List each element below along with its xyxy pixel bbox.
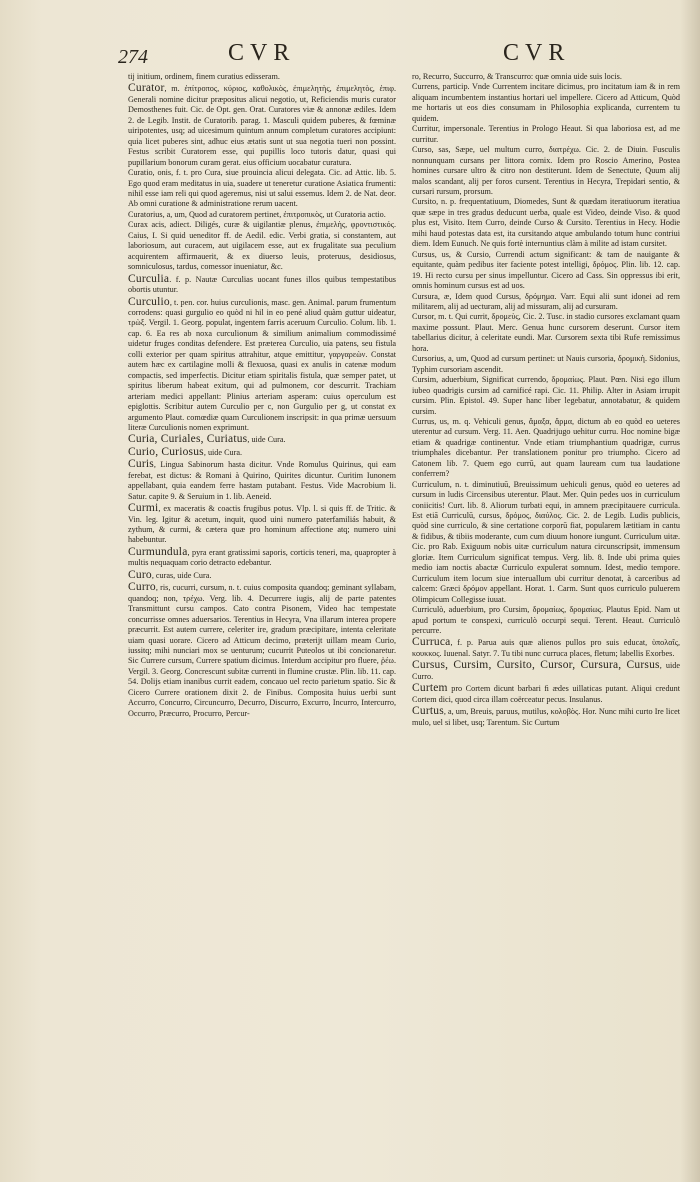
dictionary-entry xyxy=(128,220,396,272)
entry-headword: Curculio xyxy=(128,295,170,308)
entry-text: tij initium, ordinem, finem curatius edisseram. xyxy=(128,72,280,81)
entry-text: , m. ἐπίτροπος, κύριος, καθολικὸς, ἐπιμελητὴς, ἐπιμελητὸς, ἐπιφ. Generali nomine dicitur præpositus alicui negotio, ut, Reficiendis muris curator Demosthenes fuit. Cic. de Opt. gen. Orat. Curatores viæ & annonæ ædiles. Idem 2. de Legib. Instit. de Curatorib. parag. 1. Masculi quidem puberes, & fœminæ uiripotentes, usq; ad uicesimum quintum annum completum curatores accipiunt: quia licet puberes sint, adhuc eius ætatis sunt ut sua negotia tueri non possint. Festus scribit Curatorem esse, qui pupillis loco tutoris datur, quasi qui pupillarium bonorum curam gerat. eius officium uocabatur curatura. xyxy=(128,84,396,167)
entry-text: Cursorius, a, um, Quod ad cursum pertinet: ut Nauis cursoria, δρομικὴ. Sidonius, Typhim cursoriam ascendit. xyxy=(412,354,680,374)
entry-text: Cursus, us, & Cursio, Currendi actum significant: & tam de nauigante & equitante, quàm pedibus iter faciente potest intelligi, δρόμος. Plin. lib. 12. cap. 19. Hi recto cursu per sinus impelluntur. Cicero ad Cass. Sin oppressus ibi erit, omnis hominum cursus est ad uos. xyxy=(412,249,680,291)
dictionary-entry xyxy=(128,82,396,168)
entry-text: , ris, cucurri, cursum, n. t. cuius composita quandoq; geminant syllabam, quandoq; non, τρέχω. Verg. lib. 4. Decurrere iugis, alij de parte patentes Transmittunt cursu campos. Cato contra Pisonem, Video hac tempestate concurrisse omnes aduersarios. Terentius in Hecyra, Vna illarum interea propere præcurrit. Est autem currere, celeriter ire, gradum præcipitare, intenta celeritate uiam quasi uorare. Cicero ad Atticum decimo, præterijt uillam meam Curio, iussitq; mihi nunciari mox se uenturum; cucurrit Puteolos ut ibi concionaretur. Sic Currere cursum, Currere spatium dicimus. Interdum accipitur pro fluere, ῥέω. Vergil. 3. Georg. Concrescunt subitæ currenti in flumine crustæ. Plin. lib. 11. cap. 54. Dolijs etiam inanibus currit eadem, concauo uel recto parietum spatio. Sic & Cicero Currere orationem dixit 2. de Finibus. Composita huius uerbi sunt Accurro, Concurro, Circuncurro, Decurro, Discurro, Excurro, Incurro, Intercurro, Occurro, Præcurro, Procurro, Percur- xyxy=(128,583,396,718)
entry-headword: Curculia xyxy=(128,272,170,285)
dictionary-entry xyxy=(412,682,680,705)
entry-text: , uide Cura. xyxy=(247,435,286,445)
dictionary-entry xyxy=(128,168,396,210)
entry-text: , a, um, Breuis, paruus, mutilus, κολοβὸς. Hor. Nunc mihi curto Ire licet mulo, uel si libet, usq; Tarentum. Sic Curtum xyxy=(412,707,680,727)
dictionary-entry xyxy=(412,375,680,417)
dictionary-entry xyxy=(412,417,680,480)
entry-headword: Curmundula xyxy=(128,545,188,558)
entry-text: Curriculum, n. t. diminutiuū, Breuissimum uehiculi genus, quòd eo ueteres ad cursum in ludis Circensibus uterentur. Plaut. Mer. Quin pedes uos in curriculum coniicitis! Curt. lib. 8. Aliorum turbati equi, in amnem præcipitauere curricula. Est etiā Curriculū, cursus, δρόμος, διαύλος. Cic. 2. de Legib. Ludis publicis, quòd sine curriculo, & sine certatione corporū fiat, popularem lætitiam in cantu & fidibus, & tibiis moderante, cum cum diuum honore iungunt. Curriculum uitæ. Cic. pro Rab. Exiguum nobis uitæ curriculum natura circunscripsit, immensum gloriæ. Item Curriculum significat tempus. Verg. lib. 8. Inde ubi prima quies medio iam noctis abactæ Curriculo expulerat somnum. Idest, medio tempore. Curriculum item locum siue interuallum ubi curritur denotat, à carceribus ad calcem: Græci δρόμον appellant. Horat. 1. Carm. Sunt quos curriculo puluerem Olimpicum Collegisse iuuat. xyxy=(412,479,680,604)
dictionary-entry xyxy=(412,82,680,124)
entry-headword: Curator xyxy=(128,82,165,95)
entry-text: , uide Curro. xyxy=(412,661,680,681)
dictionary-entry xyxy=(128,446,396,458)
running-head-left: CVR xyxy=(228,40,296,66)
page-gutter-shadow xyxy=(680,0,700,1182)
entry-headword: Curtus xyxy=(412,705,444,718)
dictionary-entry xyxy=(412,354,680,375)
dictionary-entry xyxy=(412,705,680,728)
entry-text: , uide Cura. xyxy=(203,447,243,457)
entry-headword: Curruca xyxy=(412,636,451,649)
running-header xyxy=(118,40,678,68)
dictionary-entry xyxy=(412,250,680,292)
page-number: 274 xyxy=(118,46,148,68)
entry-text: Cursor, m. t. Qui currit, δρομεὺς, Cic. 2. Tusc. in stadio cursores exclamant quam maxime possunt. Plaut. Merc. Genua hunc cursorem deserunt. Cursor item tabellarius dicitur, à celeritate eundi. Mar. Cursorem sexta tibi Rufe remissimus hora. xyxy=(412,312,680,353)
dictionary-entry xyxy=(412,145,680,197)
running-head-right: CVR xyxy=(503,40,571,66)
dictionary-entry xyxy=(412,636,680,659)
entry-headword: Curmi xyxy=(128,502,159,515)
entry-text: . f. p. Nautæ Curculias uocant funes illos quibus tempestatibus obortis utuntur. xyxy=(128,274,396,295)
entry-text: , Lingua Sabinorum hasta dicitur. Vnde Romulus Quirinus, qui eam ferebat, est dictus: & Romani à Quirino, Quirites dicuntur. Curitim Iunonem appellabant, quia eandem ferre hastam putabant. Festus. Vide Macrobium li. Satur. capite 9. & Seruium in 1. lib. Aeneid. xyxy=(128,460,396,501)
right-column xyxy=(412,72,680,728)
entry-text: , pyra erant gratissimi saporis, corticis teneri, ma, quapropter à multis nequaquam corio detracto edebantur. xyxy=(128,547,396,568)
entry-text: , f. p. Parua auis quæ alienos pullos pro suis educat, ὑπολαΐς, κουκκος. Iuuenal. Satyr. 7. Tu tibi nunc curruca places, fletum; labellis Exorbes. xyxy=(412,638,680,658)
entry-text: , ex maceratis & coactis frugibus potus. Vlp. l. si quis ff. de Tritic. & Vin. leg. Igitur & acetum, inquit, quod uini numero paterfamiliás habuit, & zythum, & curmi, & cætera quæ pro hominum affectione atq; numero uini habebuntur. xyxy=(128,504,396,545)
dictionary-entry xyxy=(412,72,680,82)
dictionary-entry xyxy=(128,210,396,220)
entry-headword: Curia, Curiales, Curiatus xyxy=(128,433,248,446)
entry-text: , curas, uide Cura. xyxy=(151,570,212,580)
entry-text: Curatorius, a, um, Quod ad curatorem pertinet, ἐπιτροπικὸς, ut Curatoria actio. xyxy=(128,209,386,219)
entry-text: ro, Recurro, Succurro, & Transcurro: quæ omnia uide suis locis. xyxy=(412,72,622,81)
entry-headword: Curis xyxy=(128,458,154,471)
entry-headword: Curo xyxy=(128,568,152,581)
dictionary-entry xyxy=(128,546,396,569)
dictionary-entry xyxy=(128,433,396,445)
dictionary-entry xyxy=(128,296,396,434)
entry-headword: Curro xyxy=(128,581,156,594)
entry-text: Curriculò, aduerbium, pro Cursim, δρομαίως, δρομαίως. Plautus Epid. Nam ut apud portum te conspexi, curriculò occurpi sequi. Terent. Heaut. Curriculò percurre. xyxy=(412,605,680,636)
entry-text: Currus, us, m. q. Vehiculi genus, ἅμαξα, ἅρμα, dictum ab eo quòd eo ueteres uterentur ad cursum. Verg. 11. Aen. Quadrijugo uehitur curru. Hoc nomine bigæ etiam & quadrigæ continentur. Vnde etiam triumphantium quadrigæ, currus triumphales dicebantur. Per translationem ponitur pro triumpho. Cicero ad Catonem lib. 7. Quem ego currū, aut quam lauream cum tua laudatione conferrem? xyxy=(412,416,680,479)
entry-text: , t. pen. cor. huius curculionis, masc. gen. Animal. parum frumentum corrodens: quasi gurgulio eo quòd ni hil in eo pené aliud quàm guttur uideatur, τρὼξ. Vergil. 1. Georg. populat, ingentem farris aceruum Curculio. Colum. lib. 1. cap. 6. Ea res ab noxa curculionum & similium animalium commodissimé uidetur fruges conditas defendere. Est præterea Curculio, uia patens, seu fistula colli exterior per quam spiritus attrahitur, atque emittitur, γαργαρεὼν. Constat autem hæc ex cartilagine molli & flexuosa, quasi ex anulis in catenæ modum compactis, sed imperfectis. Dicitur etiam spiritalis fistula, quæ semper patet, ut spiritus liberum habeat exitum, qui ad pulmonem, cor descurrit. Trachiam arteriam medici appellant: Plinius arteriam asperam: cuius operculum est epiglottis. Scribitur autem Curculio per c, non Gurgulio per g, ut constat ex argumento Plaut. comœdiæ quam Curculionem inscripsit: in qua primæ uersuum literæ Curculionis nomen exprimunt. xyxy=(128,297,396,432)
dictionary-entry xyxy=(412,605,680,636)
entry-text: Currens, particip. Vnde Currentem incitare dicimus, pro incitatum iam & in rem aliquam incumbentem instantius hortari uel impellere. Cicero ad Atticum, Quòd me hortaris ut eos dies consumam in Philosophia explicanda, currentem tu quidem. xyxy=(412,82,680,123)
dictionary-entry xyxy=(128,273,396,296)
entry-text: Curritur, impersonale. Terentius in Prologo Heaut. Si qua laboriosa est, ad me curritur. xyxy=(412,124,680,144)
dictionary-entry xyxy=(412,659,680,682)
dictionary-entry xyxy=(412,197,680,249)
entry-headword: Curtem xyxy=(412,682,448,695)
dictionary-entry xyxy=(128,581,396,719)
entry-headword: Curio, Curiosus xyxy=(128,445,204,458)
dictionary-entry xyxy=(128,502,396,546)
dictionary-entry xyxy=(128,458,396,502)
dictionary-entry xyxy=(412,292,680,313)
entry-text: Cursura, æ, Idem quod Cursus, δρόμημα. Varr. Equi alii sunt idonei ad rem militarem, alij ad uecturam, alij ad missuram, alij ad cursuram. xyxy=(412,291,680,311)
left-column xyxy=(128,72,396,719)
entry-headword: Cursus, Cursim, Cursito, Cursor, Cursura, Cursus xyxy=(412,659,660,672)
dictionary-entry xyxy=(412,480,680,605)
entry-text: Cursito, n. p. frequentatiuum, Diomedes, Sunt & quædam iteratiuorum iteratiua quæ sæpe in tres gradus deducunt uerba, quale est Video, deinde Viso. & quod plus est, Visito. Item Curro, deinde Curso & Cursito. Terentius in Hecy. Hodie mihi haud potestas data est, ita cursitando atque ambulando totum hunc contriui diem. Idem Eunuch. Ne quis fortè internuntius clàm à milite ad istam cursitet. xyxy=(412,197,680,249)
dictionary-entry xyxy=(128,72,396,82)
dictionary-entry xyxy=(128,569,396,581)
entry-text: Curatio, onis, f. t. pro Cura, siue prouincia alicui delegata. Cic. ad Attic. lib. 5. Ego quod eram meditatus in uia, suadere ut teneretur curatione Asiatica frumenti: nihil esse iam reli qui quod ageremus, nisi ut salui essemus. Idem 2. de Nat. deor. Ab omni curatione & administratione rerum uacent. xyxy=(128,168,396,209)
entry-text: Curso, sas, Sæpe, uel multum curro, διατρέχω. Cic. 2. de Diuin. Fusculis nonnunquam cursans per littora cornix. Idem pro Roscio Amerino, Postea homines cursare ultro & citro non destiterunt. Idem de Senectute, Quum alij malos scandant, alij per foros cursent. Terentius in Hecyra, Trepidari sentio, & cursari rursum, prorsum. xyxy=(412,145,680,196)
dictionary-entry xyxy=(412,124,680,145)
entry-text: Curax acis, adiect. Diligés, curæ & uigilantiæ plenus, ἐπιμελὴς, φροντιστικός. Caius, I. Si quid ueneditor ff. de Aedil. edic. Verbi gratia, si constantem, aut laboriosum, aut curacem, aut uigilacem esse, aut ex frugalitate sua peculium acquirentem affirmauerit, & ex diuerso leuis, proteruus, desidiosus, somniculosus, tardus, comessor inueniatur, &c. xyxy=(128,220,396,272)
entry-text: pro Cortem dicunt barbari ﬁ ædes uillaticas putant. Aliqui credunt Cortem dici, quod circa illam coërceatur pecus. Insulanus. xyxy=(412,684,680,704)
entry-text: Cursim, aduerbium, Significat currendo, δρομαίως. Plaut. Pœn. Nisi ego illum iubeo quadrigis cursim ad carnificé rapi. Cic. 11. Philip. Alter in Asiam irrupit cursim. Plin. Epistol. 49. Super hanc liber legebatur, annotabatur, & quidem cursim. xyxy=(412,375,680,416)
dictionary-entry xyxy=(412,312,680,354)
